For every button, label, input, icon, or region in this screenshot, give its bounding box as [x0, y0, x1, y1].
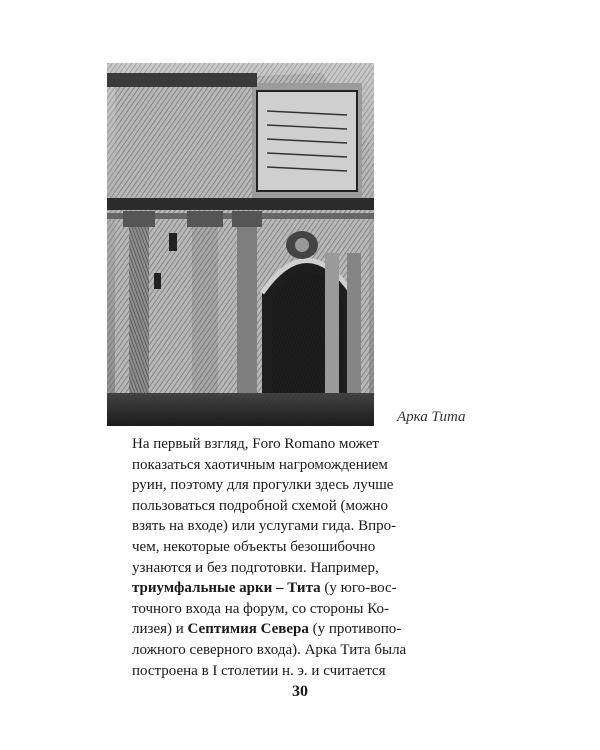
- text-line: пользоваться подробной схемой (можно: [132, 497, 389, 514]
- text-segment: лизея) и: [132, 621, 188, 638]
- text-line: руин, поэтому для прогулки здесь лучше: [132, 477, 394, 494]
- text-line: На первый взгляд, Foro Romano может: [132, 436, 379, 452]
- text-line: точного входа на форум, со стороны Ко-: [132, 600, 389, 617]
- text-line: [132, 619, 402, 640]
- text-segment: (у противопо-: [308, 621, 402, 638]
- body-paragraph: [132, 434, 407, 681]
- figure-caption: Арка Тита: [397, 409, 466, 425]
- text-segment: (у юго-вос-: [320, 580, 397, 597]
- text-line: ложного северного входа). Арка Тита была: [132, 641, 407, 658]
- text-line: чем, некоторые объекты безошибочно: [132, 538, 376, 555]
- text-line: показаться хаотичным нагромождением: [132, 456, 388, 473]
- bold-term-triumphal-arches-titus: триумфальные арки – Тита: [132, 580, 321, 597]
- text-line: построена в I столетии н. э. и считается: [132, 662, 386, 679]
- arch-of-titus-illustration: [107, 63, 374, 426]
- page-number: 30: [292, 683, 308, 700]
- text-line: [132, 578, 397, 599]
- text-line: взять на входе) или услугами гида. Впро-: [132, 518, 397, 535]
- bold-term-septimius-severus: Септимия Севера: [187, 621, 309, 638]
- text-line: узнаются и без подготовки. Например,: [132, 559, 379, 576]
